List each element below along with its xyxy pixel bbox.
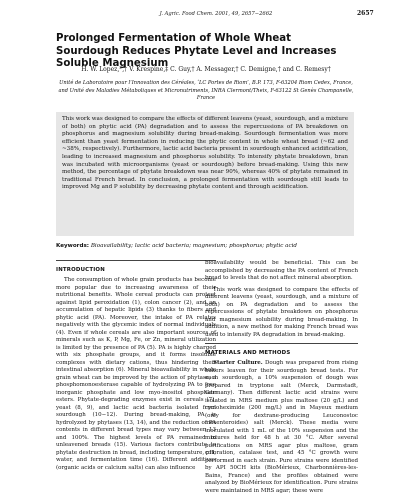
section-divider <box>205 343 358 344</box>
section-heading-methods: MATERIALS AND METHODS <box>205 350 291 356</box>
starter-culture-text: Dough was prepared from rising bakers leaven for their sourdough bread tests. For each sourdough, a 10% suspension of dough was prepared in tryptone salt (Merck, Darmstadt, Germany). Then different lactic acid strains were isolated in MRS medium plus maltose (20 g/L) and cycloheximide (200 mg/L) and in Mayeux medium (only for dextrane-producing Leuconostoc mesenteroides) salt (Merck). These media were inoculated with 1 mL of the 10% suspension and the mixtures held for 48 h at 30 °C. After several purifications on MRS agar plus maltose, gram coloration, catalase test, and 45 °C growth were performed in each strain. Pure strains were identified by API 50CH kits (BioMérieux, Charbonnières-les-Bains, France) and the profiles obtained were analyzed by BioMérieux for identification. Pure strains were maintained in MRS agar; these were <box>205 360 358 494</box>
keywords-label: Keywords: <box>56 243 90 249</box>
author-affiliation: Unité de Laboratoire pour l’Innovation des Céréales, ‘LC Portes de Riom’, B.P. 173, F-63204 Riom Cedex, France, and Unité des Maladies Métaboliques et Micronutriments, INRA Clermont/Theix, F-63122 St Genès Champanelle, France <box>58 80 354 102</box>
page-number: 2657 <box>357 10 374 17</box>
keywords-line <box>56 243 356 249</box>
abstract-box <box>56 112 354 236</box>
column-divider <box>56 260 216 261</box>
article-title: Prolonged Fermentation of Whole Wheat Sourdough Reduces Phytate Level and Increases Soluble Magnesium <box>56 33 337 69</box>
right-column <box>205 260 358 499</box>
starter-culture-lead: Starter Culture. <box>213 360 263 366</box>
running-head: J. Agric. Food Chem. 2001, 49, 2657−2662 <box>159 11 273 17</box>
keywords-list: Bioavailability; lactic acid bacteria; magnesium; phosphorus; phytic acid <box>90 243 298 249</box>
starter-culture-paragraph <box>205 360 358 495</box>
abstract-text: This work was designed to compare the effects of different leavens (yeast, sourdough, and a mixture of both) on phytic acid (PA) degradation and to assess the repercussions of PA breakdown on phosphorus and magnesium solubility during bread-making. Sourdough fermentation was more efficient than yeast fermentation in reducing the phytic content in whole wheat bread (~62 and ~38%, respectively). Furthermore, lactic acid bacteria present in sourdough enhanced acidification, leading to increased magnesium and phosphorus solubility. To intensify phytate breakdown, bran was incubated with microorganisms (yeast or sourdough) before bread-making. Using this new method, the percentage of phytate breakdown was near 90%, whereas 40% of phytate remained in traditional French bread. In conclusion, a prolonged fermentation with sourdough still leads to improved Mg and P solubility by decreasing phytate content and through acidification. <box>62 116 348 191</box>
body-paragraph-aims: This work was designed to compare the effects of different leavens (yeast, sourdough, and a mixture of both) on PA degradation and to assess the repercussions of phytate breakdown on phosphorus and magnesium solubility during bread-making. In addition, a new method for making French bread was used to intensify PA degradation in bread-making. <box>205 286 358 338</box>
author-list: H. W. Lopez,*,† V. Krespine,‡ C. Guy,† A. Messager,† C. Demigne,† and C. Remesy† <box>81 66 331 73</box>
left-column <box>56 260 216 476</box>
body-paragraph-continued: bioavailability would be beneficial. This can be accomplished by decreasing the PA content of French bread to levels that do not affect mineral absorption. <box>205 260 358 281</box>
section-heading-introduction: INTRODUCTION <box>56 267 105 273</box>
introduction-paragraph: The consumption of whole grain products has become more popular due to increasing awareness of their nutritional benefits. Whole cereal products can protect against lipid peroxidation (1), colon cancer (2), and an accumulation of hepatic lipids (3) thanks to fibers and phytic acid (PA). Moreover, the intake of PA relates negatively with the glycemic index of normal individuals (4). Even if whole cereals are also important sources of minerals such as K, P, Mg, Fe, or Zn, mineral utilization is limited by the presence of PA (5). PA is highly charged with six phosphate groups, and it forms insoluble complexes with dietary cations, thus hindering their intestinal absorption (6). Mineral bioavailability in whole grain wheat can be improved by the action of phytase, a phosphomonoesterase capable of hydrolyzing PA to free inorganic phosphate and low myo-inositol phosphate esters. Phytate-degrading enzymes exist in cereals (7), yeast (8, 9), and lactic acid bacteria isolated from sourdough (10−12). During bread-making, PA is hydrolyzed by phytases (13, 14), and the reduction of PA contents in different bread types may vary between 13 and 100%. The highest levels of PA remained in unleavened breads (15). Various factors contribute to phytate destruction in bread, including temperature, pH, water, and fermentation time (16). Different additives (organic acids or calcium salts) can also influence <box>56 277 216 471</box>
